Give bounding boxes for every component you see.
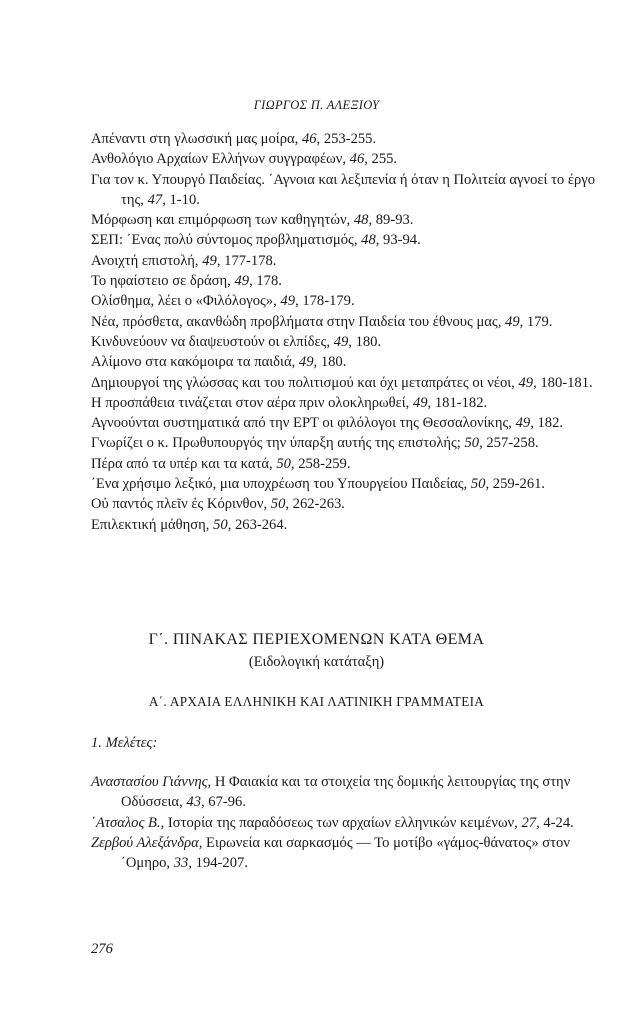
entry: Νέα, πρόσθετα, ακανθώδη προβλήματα στην Παιδεία του έθνους μας, 49, 179. (91, 313, 553, 330)
entry-title: Οὐ παντός πλεῖν ἐς Κόρινθον, (91, 496, 268, 513)
entry-pages: 255. (371, 151, 398, 168)
entry-pages: 4-24. (543, 814, 574, 831)
entry-title: Μόρφωση και επιμόρφωση των καθηγητών, (91, 212, 351, 229)
subsection-heading: Α΄. ΑΡΧΑΙΑ ΕΛΛΗΝΙΚΗ ΚΑΙ ΛΑΤΙΝΙΚΗ ΓΡΑΜΜΑΤΕΙΑ (148, 694, 485, 709)
entry: Αγνοούνται συστηματικά από την ΕΡΤ οι φιλόλογοι της Θεσσαλονίκης, 49, 182. (91, 415, 564, 432)
entry-pages: 258-259. (298, 455, 351, 472)
entry-title: ΣΕΠ: ΄Ενας πολύ σύντομος προβληματισμός, (91, 232, 358, 249)
entry: ΣΕΠ: ΄Ενας πολύ σύντομος προβληματισμός, 48, 93-94. (91, 232, 421, 249)
entry-title: Νέα, πρόσθετα, ακανθώδη προβλήματα στην Παιδεία του έθνους μας, (91, 313, 502, 330)
entry-pages: 1-10. (169, 191, 200, 208)
entry-volume: 47 (147, 191, 163, 208)
author-entry-list (91, 772, 616, 873)
entry-volume: 49 (202, 252, 217, 269)
entry: ΄Ενα χρήσιμο λεξικό, μια υποχρέωση του Υπουργείου Παιδείας, 50, 259-261. (91, 476, 546, 493)
entry-volume: 43, (186, 794, 205, 811)
entry-pages: 180. (320, 354, 347, 371)
entry-pages: 89-93. (375, 212, 414, 229)
entry-volume: 46 (301, 131, 317, 147)
entry-volume: 50 (213, 516, 228, 533)
entry: Πέρα από τα υπέρ και τα κατά, 50, 258-259. (91, 455, 351, 472)
entry: Η προσπάθεια τινάζεται στον αέρα πριν ολοκληρωθεί, 49, 181-182. (91, 394, 488, 411)
entry-list (91, 129, 611, 535)
entry-title: Για τον κ. Υπουργό Παιδείας. ΄Αγνοια και λεξιπενία ή όταν η Πολιτεία αγνοεί το έργο της, (91, 171, 596, 208)
entry-volume: 50 (270, 496, 286, 513)
entry-pages: 180-181. (540, 374, 593, 391)
entry-volume: 49 (298, 354, 314, 371)
entry-pages: 179. (526, 313, 553, 330)
entry-volume: 49 (412, 394, 428, 411)
entry-pages: 177-178. (224, 252, 277, 269)
entry: Απέναντι στη γλωσσική μας μοίρα, 46, 253-255. (91, 131, 377, 147)
entry-pages: 253-255. (323, 131, 377, 147)
entry-pages: 180. (355, 333, 382, 350)
entry: Επιλεκτική μάθηση, 50, 263-264. (91, 516, 288, 533)
entry-pages: 262-263. (292, 496, 345, 513)
page-number: 276 (91, 941, 113, 957)
entry: Για τον κ. Υπουργό Παιδείας. ΄Αγνοια και λεξιπενία ή όταν η Πολιτεία αγνοεί το έργο της, 47, 1-10. (91, 171, 596, 208)
entry-pages: 263-264. (234, 516, 288, 533)
entry-volume: 49 (505, 313, 520, 330)
entry-volume: 33, (173, 855, 192, 872)
entry-title: Η Φαιακία και τα στοιχεία της δομικής λειτουργίας της στην Οδύσσεια, (121, 774, 571, 811)
entry-title: Γνωρίζει ο κ. Πρωθυπουργός την ύπαρξη αυτής της επιστολής; (91, 435, 461, 452)
entry: Γνωρίζει ο κ. Πρωθυπουργός την ύπαρξη αυτής της επιστολής; 50, 257-258. (91, 435, 539, 452)
entry-author: ΄Ατσαλος Β., (91, 814, 165, 831)
entry-title: Πέρα από τα υπέρ και τα κατά, (91, 455, 273, 472)
entry: Αλίμονο στα κακόμοιρα τα παιδιά, 49, 180. (91, 354, 347, 371)
section-subtitle: (Ειδολογική κατάταξη) (248, 654, 385, 670)
entry: Ολίσθημα, λέει ο «Φιλόλογος», 49, 178-179. (91, 293, 355, 310)
entry-title: Αγνοούνται συστηματικά από την ΕΡΤ οι φιλόλογοι της Θεσσαλονίκης, (91, 415, 512, 432)
running-head: ΓΙΩΡΓΟΣ Π. ΑΛΕΞΙΟΥ (253, 98, 380, 112)
entry: Το ηφαίστειο σε δράση, 49, 178. (91, 273, 282, 290)
entry-pages: 178. (256, 273, 282, 290)
entry-volume: 49 (515, 415, 531, 432)
entry-pages: 178-179. (302, 293, 355, 310)
entry-volume: 50 (276, 455, 291, 472)
entry-pages: 257-258. (486, 435, 539, 452)
entry-title: Κινδυνεύουν να διαψευστούν οι ελπίδες, (91, 333, 331, 350)
entry-volume: 50 (464, 435, 480, 452)
entry-author: Αναστασίου Γιάννης, (91, 774, 212, 790)
entry: Κινδυνεύουν να διαψευστούν οι ελπίδες, 49, 180. (91, 333, 382, 350)
author-entry (91, 833, 616, 874)
entry-volume: 48 (361, 232, 376, 249)
section-heading: Γ΄. ΠΙΝΑΚΑΣ ΠΕΡΙΕΧΟΜΕΝΩΝ ΚΑΤΑ ΘΕΜΑ (148, 631, 485, 648)
entry-title: Αλίμονο στα κακόμοιρα τα παιδιά, (91, 354, 296, 371)
entry-volume: 49 (280, 293, 296, 310)
entry-pages: 259-261. (492, 476, 546, 493)
entry-pages: 93-94. (383, 232, 421, 249)
entry-title: Ανθολόγιο Αρχαίων Ελλήνων συγγραφέων, (91, 151, 346, 168)
entry-title: Ανοιχτή επιστολή, (91, 252, 199, 269)
entry: Ανθολόγιο Αρχαίων Ελλήνων συγγραφέων, 46, 255. (91, 151, 398, 168)
entry-title: Απέναντι στη γλωσσική μας μοίρα, (91, 131, 299, 147)
entry-volume: 50 (470, 476, 486, 493)
entry-author: Ζερβού Αλεξάνδρα, (91, 834, 203, 851)
entry-pages: 181-182. (434, 394, 488, 411)
entry: Οὐ παντός πλεῖν ἐς Κόρινθον, 50, 262-263. (91, 496, 345, 513)
category-label: 1. Μελέτες: (91, 735, 158, 751)
entry-volume: 49 (333, 333, 349, 350)
author-entry (91, 813, 616, 833)
entry: Δημιουργοί της γλώσσας και του πολιτισμού και όχι μεταπράτες οι νέοι, 49, 180-181. (91, 374, 593, 391)
entry: Ανοιχτή επιστολή, 49, 177-178. (91, 252, 277, 269)
entry-volume: 49 (518, 374, 534, 391)
entry-volume: 27, (521, 814, 540, 831)
entry-title: Ειρωνεία και σαρκασμός — Το μοτίβο «γάμος-θάνατος» στον ΄Ομηρο, (121, 834, 570, 872)
entry-volume: 49 (234, 273, 250, 290)
entry-title: ΄Ενα χρήσιμο λεξικό, μια υποχρέωση του Υπουργείου Παιδείας, (91, 476, 468, 493)
entry-volume: 46 (349, 151, 365, 168)
entry-pages: 182. (537, 415, 564, 432)
entry-title: Ιστορία της παραδόσεως των αρχαίων ελληνικών κειμένων, (167, 814, 518, 831)
entry-title: Επιλεκτική μάθηση, (91, 516, 210, 533)
entry-volume: 48 (353, 212, 369, 229)
entry-title: Ολίσθημα, λέει ο «Φιλόλογος», (91, 293, 277, 310)
entry-title: Η προσπάθεια τινάζεται στον αέρα πριν ολοκληρωθεί, (91, 394, 410, 411)
entry-pages: 194-207. (195, 855, 248, 872)
entry-title: Το ηφαίστειο σε δράση, (91, 273, 231, 290)
entry-pages: 67-96. (208, 794, 246, 811)
author-entry (91, 772, 616, 813)
entry: Μόρφωση και επιμόρφωση των καθηγητών, 48, 89-93. (91, 212, 414, 229)
entry-title: Δημιουργοί της γλώσσας και του πολιτισμού και όχι μεταπράτες οι νέοι, (91, 374, 515, 391)
